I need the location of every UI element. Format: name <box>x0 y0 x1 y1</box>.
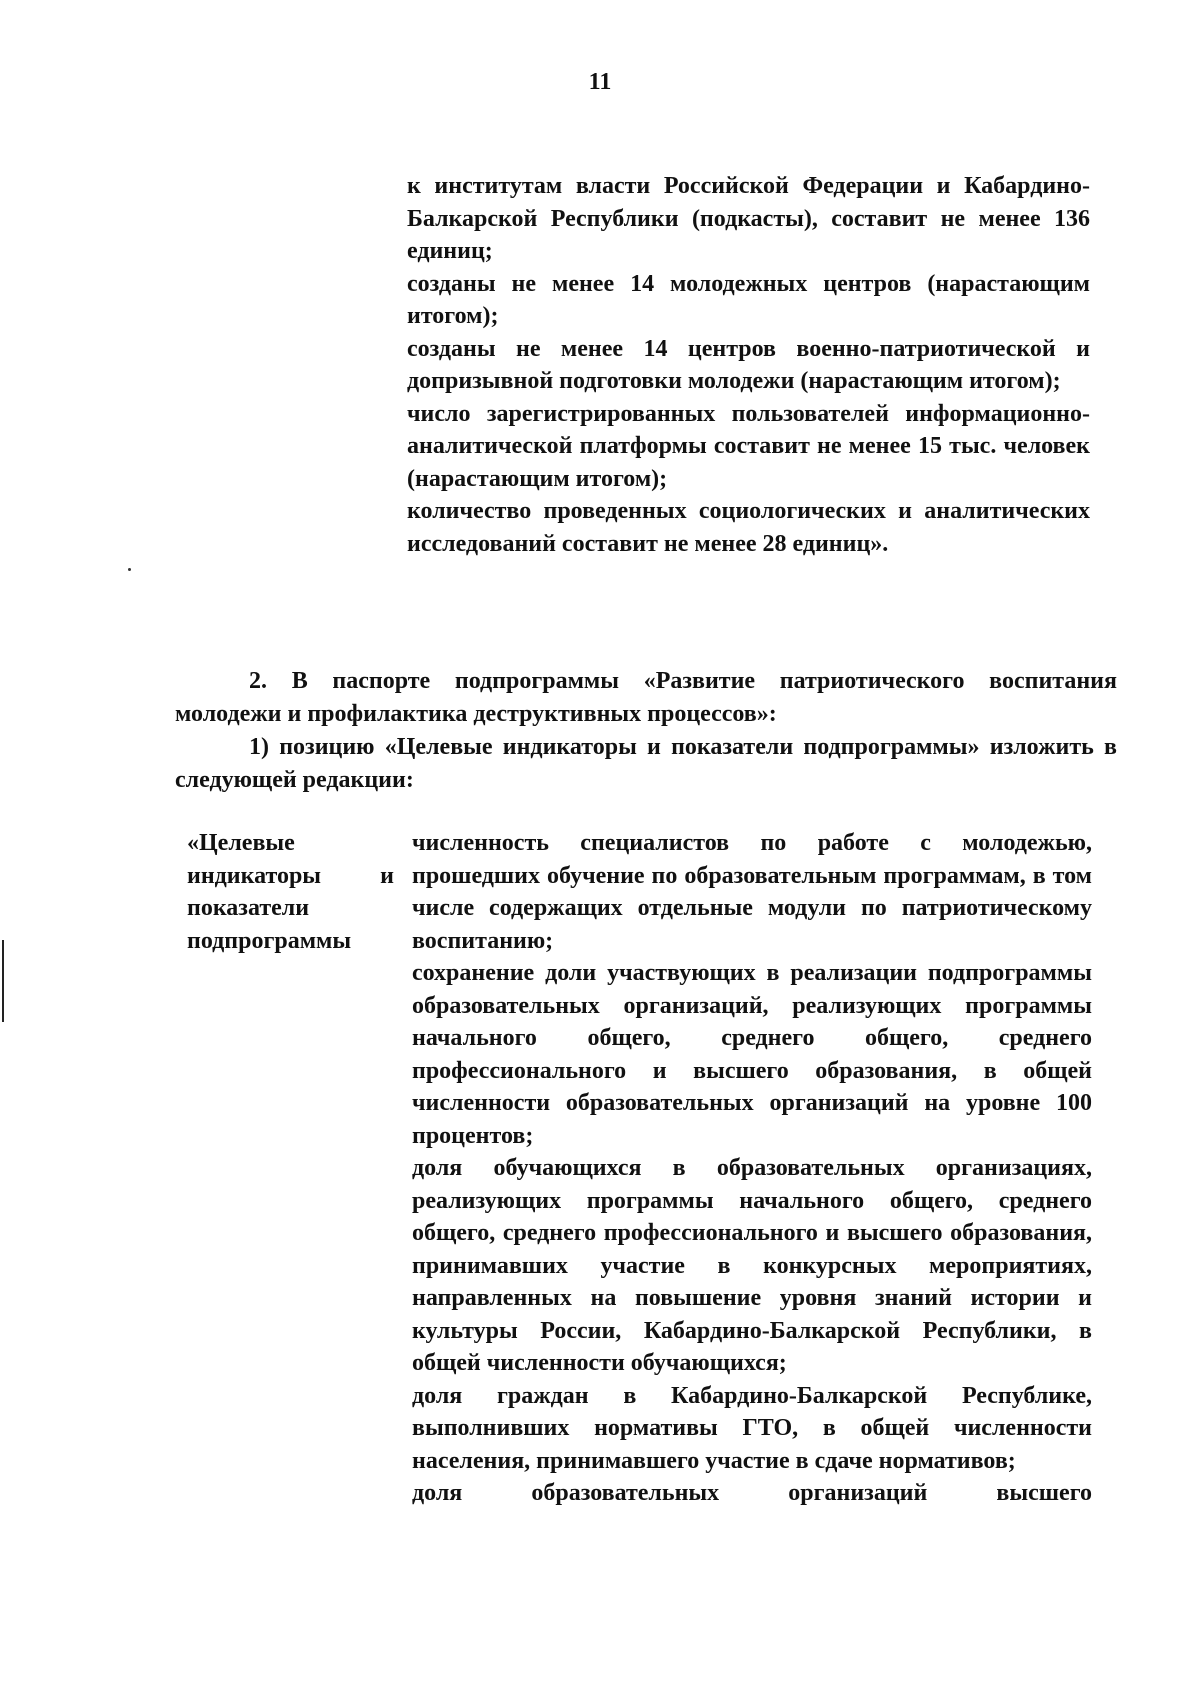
list-item: доля обучающихся в образовательных организациях, реализующих программы начального общего, среднего общего, среднего профессионального и высшего образования, принимавших участие в конкурсных мероприятиях, направленных на повышение уровня знаний истории и культуры России, Кабардино-Балкарской Республики, в общей численности обучающихся; <box>412 1155 1092 1376</box>
list-item: созданы не менее 14 центров военно-патриотической и допризывной подготовки молодежи (нарастающим итогом); <box>407 335 1090 394</box>
paragraph-position: 1) позицию «Целевые индикаторы и показатели подпрограммы» изложить в следующей редакции: <box>175 734 1117 793</box>
list-item: количество проведенных социологических и аналитических исследований составит не менее 28 единиц». <box>407 498 1090 557</box>
page-number: 11 <box>588 69 612 95</box>
list-item: созданы не менее 14 молодежных центров (нарастающим итогом); <box>407 270 1090 329</box>
scan-dot <box>128 568 131 571</box>
indicators-list <box>412 827 1092 1510</box>
list-item: численность специалистов по работе с молодежью, прошедших обучение по образовательным программам, в том числе содержащих отдельные модули по патриотическому воспитанию; <box>412 830 1092 954</box>
list-item: доля образовательных организаций высшего <box>412 1480 1092 1506</box>
paragraph-passport: 2. В паспорте подпрограммы «Развитие патриотического воспитания молодежи и профилактика деструктивных процессов»: <box>175 668 1117 727</box>
list-item: число зарегистрированных пользователей информационно-аналитической платформы составит не менее 15 тыс. человек (нарастающим итогом); <box>407 400 1090 492</box>
list-item: к институтам власти Российской Федерации и Кабардино-Балкарской Республики (подкасты), составит не менее 136 единиц; <box>407 173 1090 264</box>
list-item: доля граждан в Кабардино-Балкарской Республике, выполнивших нормативы ГТО, в общей численности населения, принимавшего участие в сдаче нормативов; <box>412 1382 1092 1474</box>
scan-edge-mark <box>2 940 4 1022</box>
indicators-label: «Целевые индикаторы и показатели подпрограммы <box>187 830 394 954</box>
list-item: сохранение доли участвующих в реализации подпрограммы образовательных организаций, реализующих программы начального общего, среднего общего, среднего профессионального и высшего образования, в общей численности образовательных организаций на уровне 100 процентов; <box>412 960 1092 1149</box>
top-indicator-list <box>407 170 1090 560</box>
